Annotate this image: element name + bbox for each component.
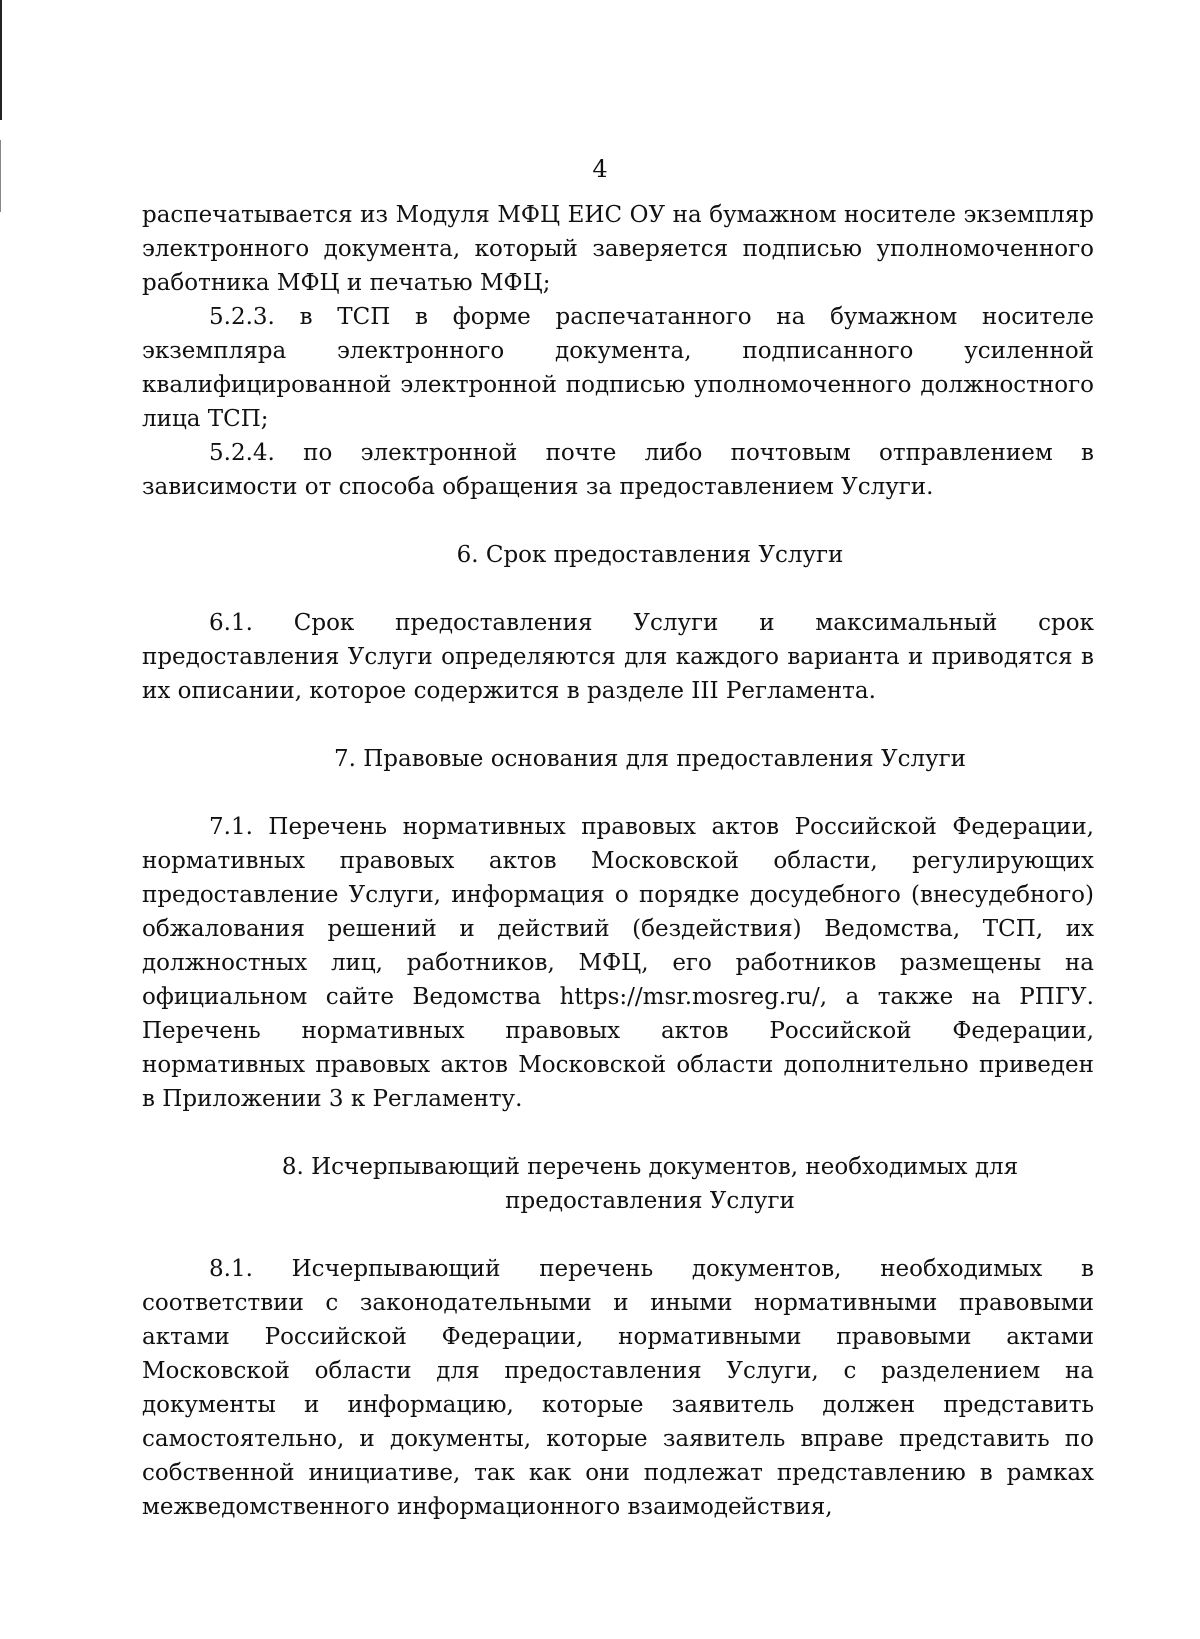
paragraph-5-2-3: 5.2.3. в ТСП в форме распечатанного на бумажном носителе экземпляра электронного документа, подписанного усиленной квалифицированной электронной подписью уполномоченного должностного лица ТСП; bbox=[142, 304, 1094, 432]
document-body bbox=[142, 198, 1094, 1524]
page-number: 4 bbox=[592, 155, 608, 183]
section-heading-7: 7. Правовые основания для предоставления Услуги bbox=[333, 746, 967, 772]
scan-edge-line-top bbox=[0, 0, 2, 120]
spacer bbox=[142, 708, 1094, 742]
spacer bbox=[142, 1218, 1094, 1252]
section-heading-6: 6. Срок предоставления Услуги bbox=[456, 542, 844, 568]
spacer bbox=[142, 504, 1094, 538]
paragraph-8-1: 8.1. Исчерпывающий перечень документов, необходимых в соответствии с законодательными и иными нормативными правовыми актами Российской Федерации, нормативными правовыми актами Московской области для предоставления Услуги, с разделением на документы и информацию, которые заявитель должен представить самостоятельно, и документы, которые заявитель вправе представить по собственной инициативе, так как они подлежат представлению в рамках межведомственного информационного взаимодействия, bbox=[142, 1256, 1094, 1520]
paragraph-5-2-2-continuation: распечатывается из Модуля МФЦ ЕИС ОУ на бумажном носителе экземпляр электронного документа, который заверяется подписью уполномоченного работника МФЦ и печатью МФЦ; bbox=[142, 202, 1094, 296]
section-heading-8: 8. Исчерпывающий перечень документов, необходимых для предоставления Услуги bbox=[281, 1154, 1019, 1214]
spacer bbox=[142, 1116, 1094, 1150]
spacer bbox=[142, 572, 1094, 606]
paragraph-7-1: 7.1. Перечень нормативных правовых актов Российской Федерации, нормативных правовых актов Московской области, регулирующих предоставление Услуги, информация о порядке досудебного (внесудебного) обжалования решений и действий (бездействия) Ведомства, ТСП, их должностных лиц, работников, МФЦ, его работников размещены на официальном сайте Ведомства https://msr.mosreg.ru/, а также на РПГУ. Перечень нормативных правовых актов Российской Федерации, нормативных правовых актов Московской области дополнительно приведен в Приложении 3 к Регламенту. bbox=[142, 814, 1094, 1112]
paragraph-5-2-4: 5.2.4. по электронной почте либо почтовым отправлением в зависимости от способа обращения за предоставлением Услуги. bbox=[142, 440, 1094, 500]
spacer bbox=[142, 776, 1094, 810]
paragraph-6-1: 6.1. Срок предоставления Услуги и максимальный срок предоставления Услуги определяются для каждого варианта и приводятся в их описании, которое содержится в разделе III Регламента. bbox=[142, 610, 1094, 704]
